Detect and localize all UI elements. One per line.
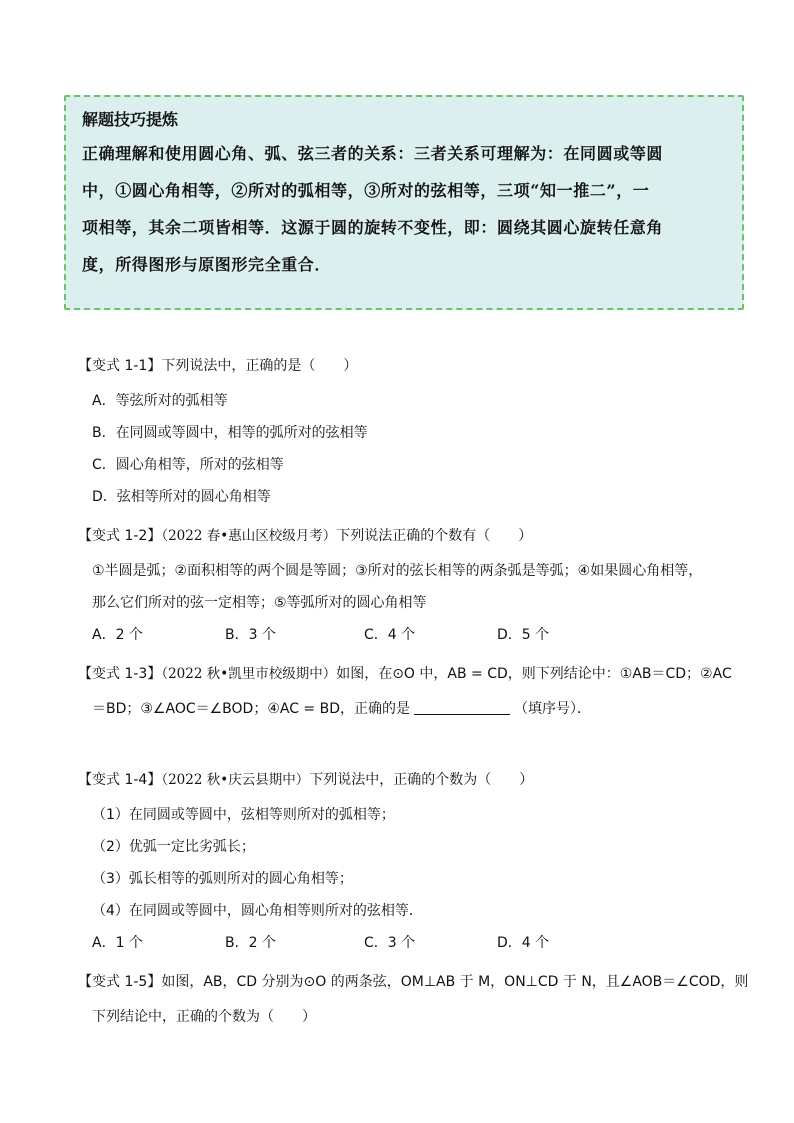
q2-source: （2022 春•惠山区校级月考） (161, 528, 337, 544)
q3-line-1 (78, 663, 732, 685)
q4-option-d: D．4 个 (497, 935, 550, 951)
q1-tag: 【变式 1-1】 (78, 358, 162, 374)
q3-part-2a: ＝BD；③∠AOC＝∠BOD；④AC = BD，正确的是 (92, 701, 410, 717)
q4-item-3: （3）弧长相等的弧则所对的圆心角相等； (92, 871, 353, 887)
q4-option-b: B．2 个 (225, 935, 276, 951)
q3-answer-blank[interactable] (414, 700, 510, 715)
q1-option-b: B．在同圆或等圆中，相等的弧所对的弦相等 (92, 425, 368, 441)
q2-statement-line-2: 那么它们所对的弦一定相等；⑤等弧所对的圆心角相等 (92, 595, 427, 611)
q1-stem-line (78, 355, 357, 377)
tips-box (64, 95, 744, 310)
q4-tag: 【变式 1-4】 (78, 772, 162, 788)
tips-title: 解题技巧提炼 (82, 110, 179, 129)
q1-option-a: A．等弦所对的弧相等 (92, 393, 228, 409)
tips-line-4: 度，所得图形与原图形完全重合． (82, 255, 332, 274)
q2-option-a: A．2 个 (92, 627, 143, 643)
q1-option-d: D．弦相等所对的圆心角相等 (92, 489, 271, 505)
tips-line-1: 正确理解和使用圆心角、弧、弦三者的关系：三者关系可理解为：在同圆或等圆 (82, 144, 664, 163)
q2-option-c: C．4 个 (364, 627, 416, 643)
q4-stem-line (78, 769, 533, 791)
q5-line-1 (78, 971, 748, 993)
q3-line-2 (92, 698, 591, 720)
q2-stem: 下列说法正确的个数有（ ） (336, 528, 533, 544)
q2-option-b: B．3 个 (225, 627, 276, 643)
q5-line-2: 下列结论中，正确的个数为（ ） (92, 1009, 316, 1025)
q3-tag: 【变式 1-3】 (78, 666, 162, 682)
tips-line-3: 项相等，其余二项皆相等．这源于圆的旋转不变性，即：圆绕其圆心旋转任意角 (82, 218, 664, 237)
q3-source: （2022 秋•凯里市校级期中） (161, 666, 337, 682)
q1-stem: 下列说法中，正确的是（ ） (161, 358, 358, 374)
tips-line-2: 中，①圆心角相等，②所对的弧相等，③所对的弦相等，三项“知一推二”，一 (82, 181, 650, 200)
q4-stem: 下列说法中，正确的个数为（ ） (309, 772, 534, 788)
q2-option-d: D．5 个 (497, 627, 550, 643)
q4-item-1: （1）在同圆或等圆中，弦相等则所对的弧相等； (92, 807, 395, 823)
q5-text-1: 如图，AB，CD 分别为⊙O 的两条弦，OM⊥AB 于 M，ON⊥CD 于 N，且∠AOB＝∠COD，则 (161, 974, 749, 990)
q3-part-2b: （填序号）． (514, 701, 591, 717)
q5-tag: 【变式 1-5】 (78, 974, 162, 990)
q4-option-c: C．3 个 (364, 935, 416, 951)
q2-tag: 【变式 1-2】 (78, 528, 162, 544)
q4-option-a: A．1 个 (92, 935, 143, 951)
q4-item-4: （4）在同圆或等圆中，圆心角相等则所对的弦相等． (92, 903, 423, 919)
q2-stem-line (78, 525, 532, 547)
q4-item-2: （2）优弧一定比劣弧长； (92, 839, 255, 855)
q3-part-1: 如图，在⊙O 中，AB = CD，则下列结论中：①AB＝CD；②AC (336, 666, 732, 682)
q2-statement-line-1: ①半圆是弧；②面积相等的两个圆是等圆；③所对的弦长相等的两条弧是等弧；④如果圆心角相等， (92, 563, 703, 579)
q4-source: （2022 秋•庆云县期中） (161, 772, 310, 788)
q1-option-c: C．圆心角相等，所对的弦相等 (92, 457, 284, 473)
